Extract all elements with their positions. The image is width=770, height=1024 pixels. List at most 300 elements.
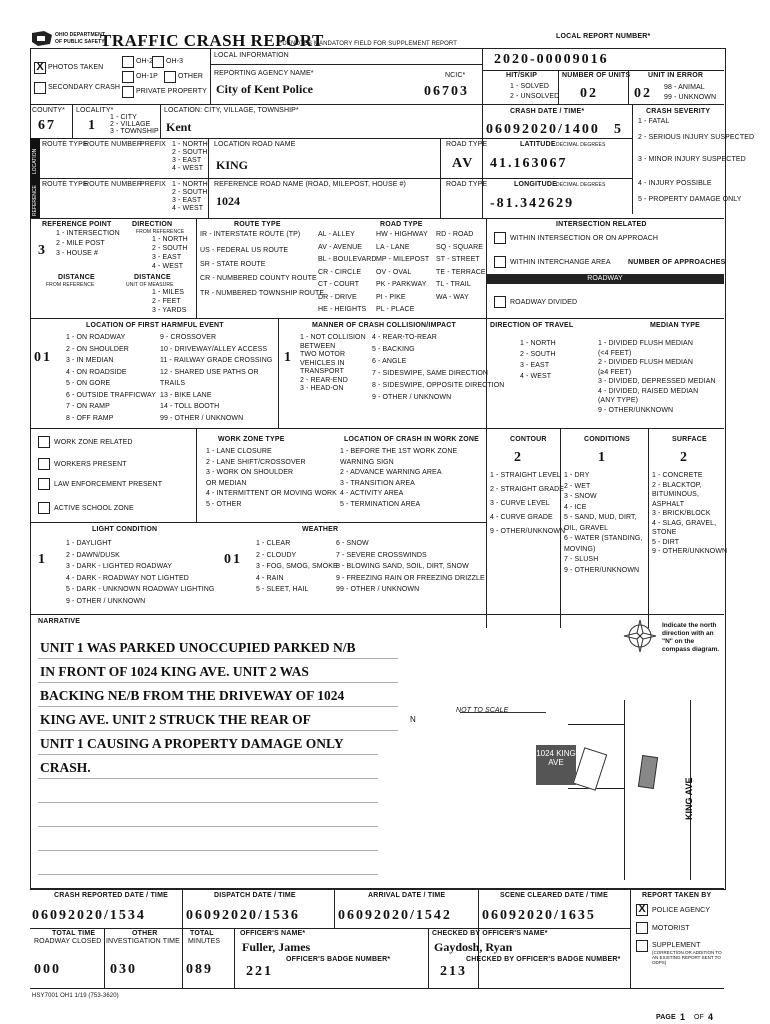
work-zone-location-option: 4 - ACTIVITY AREA — [340, 490, 404, 497]
other-time-value[interactable]: 030 — [110, 962, 137, 977]
page-total: 4 — [708, 1012, 714, 1022]
conditions-option: 6 - WATER (STANDING, — [564, 535, 643, 542]
travel-option: 3 - EAST — [520, 362, 550, 369]
work-zone-related-label: WORK ZONE RELATED — [54, 439, 133, 446]
narrative-rule — [38, 682, 398, 683]
severity-value[interactable]: 5 — [614, 122, 623, 137]
crash-date-label: CRASH DATE / TIME* — [510, 108, 585, 115]
work-zone-location-option: 2 - ADVANCE WARNING AREA — [340, 469, 442, 476]
not-to-scale-note: NOT TO SCALE — [456, 707, 509, 714]
law-enforcement-checkbox[interactable] — [38, 478, 50, 490]
agency-line-2: OF PUBLIC SAFETY — [55, 39, 105, 45]
direction-label: DIRECTION — [132, 221, 173, 228]
within-interchange-checkbox[interactable] — [494, 256, 506, 268]
contour-option: 9 - OTHER/UNKNOWN — [490, 528, 566, 535]
median-option: 4 - DIVIDED, RAISED MEDIAN — [598, 387, 699, 395]
hit-skip-label: HIT/SKIP — [506, 72, 538, 79]
collision-value[interactable]: 1 — [284, 350, 293, 365]
roadway-divided-checkbox[interactable] — [494, 296, 506, 308]
police-agency-label: POLICE AGENCY — [652, 907, 711, 914]
work-zone-type-option: OR MEDIAN — [206, 479, 247, 487]
conditions-option: 4 - ICE — [564, 503, 587, 511]
work-zone-type-label: WORK ZONE TYPE — [218, 436, 285, 443]
surface-option: 5 - DIRT — [652, 538, 680, 546]
median-label: MEDIAN TYPE — [650, 322, 701, 329]
locality-option: 1 - CITY — [110, 114, 137, 121]
oh2-label: OH-2 — [136, 58, 154, 65]
light-option: 1 - DAYLIGHT — [66, 540, 112, 547]
location-road-value[interactable]: KING — [216, 158, 249, 172]
route-type-label: ROUTE TYPE — [42, 141, 88, 148]
within-intersection-label: WITHIN INTERSECTION OR ON APPROACH — [510, 235, 659, 242]
severity-option: 5 - PROPERTY DAMAGE ONLY — [638, 196, 742, 203]
work-zone-type-option: 3 - WORK ON SHOULDER — [206, 469, 294, 476]
median-option: (<4 FEET) — [598, 349, 632, 357]
road-type-option: HE - HEIGHTS — [318, 306, 367, 313]
ncic-label: NCIC* — [445, 72, 466, 79]
road-type-option: PK - PARKWAY — [376, 281, 427, 288]
longitude-sub: DECIMAL DEGREES — [556, 182, 606, 188]
work-zone-location-option: 1 - BEFORE THE 1ST WORK ZONE — [340, 448, 458, 455]
severity-label: CRASH SEVERITY — [646, 108, 711, 115]
local-report-value[interactable]: 2020-00009016 — [494, 52, 609, 67]
travel-label: DIRECTION OF TRAVEL — [490, 322, 574, 329]
ref-prefix-option: 1 - NORTH — [172, 181, 208, 188]
contour-value[interactable]: 2 — [514, 450, 523, 465]
collision-option: 8 - SIDESWIPE, OPPOSITE DIRECTION — [372, 382, 505, 389]
unit-error-option: 98 - ANIMAL — [664, 84, 705, 91]
hit-skip-option: 2 - UNSOLVED — [510, 93, 560, 100]
weather-option: 3 - FOG, SMOG, SMOKE — [256, 563, 338, 570]
work-zone-location-option: 5 - TERMINATION AREA — [340, 500, 421, 508]
longitude-value[interactable]: -81.342629 — [490, 196, 575, 211]
compass-diagram[interactable] — [622, 618, 658, 654]
location-value[interactable]: Kent — [166, 120, 192, 134]
dispatch-value[interactable]: 06092020/1536 — [186, 908, 300, 923]
photos-taken-check: X — [36, 61, 44, 73]
badge-value[interactable]: 221 — [246, 964, 273, 979]
road-type-option: CR - CIRCLE — [318, 268, 362, 276]
form-id: HSY7001 OH1 1/19 (753-3620) — [32, 993, 119, 999]
narrative-line: UNIT 1 CAUSING A PROPERTY DAMAGE ONLY — [40, 736, 344, 751]
road-type-option: SQ - SQUARE — [436, 243, 483, 251]
checked-by-value[interactable]: Gaydosh, Ryan — [434, 940, 513, 954]
compass-letter: N — [410, 715, 416, 724]
supplement-sub: (CORRECTION OR ADDITION TO AN EXISTING REPORT SENT TO ODPS) — [652, 950, 722, 965]
road-type-option: WA - WAY — [436, 293, 469, 301]
prefix-option: 1 - NORTH — [172, 141, 208, 148]
road-type-option: PL - PLACE — [376, 306, 415, 313]
oh1p-checkbox[interactable] — [122, 71, 134, 83]
harmful-event-option: 4 - ON ROADSIDE — [66, 368, 127, 376]
ncic-value[interactable]: 06703 — [424, 84, 469, 99]
severity-option: 4 - INJURY POSSIBLE — [638, 180, 712, 187]
intersection-label: INTERSECTION RELATED — [556, 221, 647, 228]
reference-road-value[interactable]: 1024 — [216, 194, 240, 208]
narrative-line: UNIT 1 WAS PARKED UNOCCUPIED PARKED N/B — [40, 640, 356, 655]
sidebar-reference — [30, 178, 40, 218]
workers-present-checkbox[interactable] — [38, 458, 50, 470]
contour-option: 1 - STRAIGHT LEVEL — [490, 472, 561, 479]
weather-option: 7 - SEVERE CROSSWINDS — [336, 551, 427, 559]
road-type-option: AV - AVENUE — [318, 243, 363, 251]
reported-value[interactable]: 06092020/1534 — [32, 908, 146, 923]
locality-option: 2 - VILLAGE — [110, 121, 151, 128]
conditions-option: OIL, GRAVEL — [564, 524, 609, 532]
unit-error-option: 99 - UNKNOWN — [664, 94, 717, 101]
conditions-option: 9 - OTHER/UNKNOWN — [564, 566, 640, 574]
conditions-option: 3 - SNOW — [564, 493, 597, 500]
badge-label: OFFICER'S BADGE NUMBER* — [286, 956, 391, 963]
road-type-title: ROAD TYPE — [380, 221, 423, 228]
county-label: COUNTY* — [32, 107, 65, 114]
road-type-option: LA - LANE — [376, 243, 410, 251]
prefix-label: PREFIX — [140, 141, 166, 148]
officer-label: OFFICER'S NAME* — [240, 930, 306, 937]
conditions-option: 5 - SAND, MUD, DIRT, — [564, 514, 637, 521]
road-type-option: ST - STREET — [436, 256, 480, 263]
median-option: 1 - DIVIDED FLUSH MEDIAN — [598, 340, 693, 347]
road-type-option: TE - TERRACE — [436, 268, 486, 276]
cleared-label: SCENE CLEARED DATE / TIME — [500, 892, 608, 899]
median-option: 2 - DIVIDED FLUSH MEDIAN — [598, 359, 693, 366]
weather-option: 8 - BLOWING SAND, SOIL, DIRT, SNOW — [336, 563, 469, 570]
travel-option: 1 - NORTH — [520, 340, 556, 347]
police-agency-check: X — [638, 903, 646, 915]
ref-point-value[interactable]: 3 — [38, 243, 47, 258]
ref-point-option: 3 - HOUSE # — [56, 250, 98, 257]
road-type-option: CT - COURT — [318, 281, 360, 288]
surface-option: 9 - OTHER/UNKNOWN — [652, 548, 728, 555]
collision-option: 7 - SIDESWIPE, SAME DIRECTION — [372, 370, 489, 377]
weather-option: 99 - OTHER / UNKNOWN — [336, 586, 420, 593]
narrative-rule — [38, 802, 378, 803]
house-1024-label: 1024 KING AVE — [536, 745, 576, 785]
units-label: NUMBER OF UNITS — [562, 72, 631, 79]
other-time-sub: INVESTIGATION TIME — [106, 938, 180, 945]
collision-option: TWO MOTOR — [300, 351, 346, 358]
route-type-title: ROUTE TYPE — [234, 221, 281, 228]
reporting-agency-value[interactable]: City of Kent Police — [216, 82, 313, 96]
motorist-checkbox[interactable] — [636, 922, 648, 934]
ref-prefix-label: PREFIX — [140, 181, 166, 188]
narrative-rule — [38, 706, 398, 707]
reference-road-label: REFERENCE ROAD NAME (ROAD, MILEPOST, HOUSE #) — [214, 181, 406, 188]
light-option: 4 - DARK - ROADWAY NOT LIGHTED — [66, 574, 189, 582]
narrative-line: BACKING NE/B FROM THE DRIVEWAY OF 1024 — [40, 688, 345, 703]
photos-taken-label: PHOTOS TAKEN — [48, 64, 104, 71]
prefix-option: 2 - SOUTH — [172, 149, 208, 156]
work-zone-type-option: 2 - LANE SHIFT/CROSSOVER — [206, 458, 306, 466]
narrative-line: CRASH. — [40, 760, 91, 775]
collision-option: 5 - BACKING — [372, 346, 415, 353]
conditions-label: CONDITIONS — [584, 436, 630, 443]
private-property-checkbox[interactable] — [122, 86, 134, 98]
weather-value[interactable]: 01 — [224, 552, 242, 567]
severity-option: 3 - MINOR INJURY SUSPECTED — [638, 156, 746, 163]
mandatory-note: *DENOTES MANDATORY FIELD FOR SUPPLEMENT REPORT — [280, 41, 457, 47]
light-label: LIGHT CONDITION — [92, 526, 158, 533]
road-type-option: PI - PIKE — [376, 293, 406, 301]
total-time-label: TOTAL TIME — [52, 930, 96, 937]
road-type-value[interactable]: AV — [452, 156, 475, 171]
within-intersection-checkbox[interactable] — [494, 232, 506, 244]
other-label: OTHER — [178, 73, 203, 80]
latitude-sub: DECIMAL DEGREES — [556, 142, 606, 148]
checked-badge-value[interactable]: 213 — [440, 964, 467, 979]
harmful-event-option: 9 - CROSSOVER — [160, 334, 217, 341]
location-road-label: LOCATION ROAD NAME — [214, 141, 296, 148]
route-type-option: IR - INTERSTATE ROUTE (TP) — [200, 231, 301, 238]
prefix-option: 4 - WEST — [172, 165, 204, 172]
narrative-rule — [38, 778, 378, 779]
unit-error-value[interactable]: 02 — [634, 86, 652, 101]
surface-value[interactable]: 2 — [680, 450, 689, 465]
narrative-line: KING AVE. UNIT 2 STRUCK THE REAR OF — [40, 712, 311, 727]
harmful-event-option: 10 - DRIVEWAY/ALLEY ACCESS — [160, 345, 268, 353]
supplement-label: SUPPLEMENT — [652, 942, 701, 949]
median-option: 9 - OTHER/UNKNOWN — [598, 406, 674, 414]
harmful-event-option: 6 - OUTSIDE TRAFFICWAY — [66, 391, 156, 399]
ref-route-type-label: ROUTE TYPE — [42, 181, 88, 188]
compass-icon — [622, 618, 658, 654]
active-school-label: ACTIVE SCHOOL ZONE — [54, 505, 134, 512]
distance-measure-sub: UNIT OF MEASURE — [126, 282, 174, 288]
contour-option: 4 - CURVE GRADE — [490, 514, 553, 521]
arrival-label: ARRIVAL DATE / TIME — [368, 892, 446, 899]
checked-badge-label: CHECKED BY OFFICER'S BADGE NUMBER* — [466, 956, 621, 963]
ref-point-option: 1 - INTERSECTION — [56, 230, 120, 237]
harmful-event-option: TRAILS — [160, 380, 186, 387]
cleared-value[interactable]: 06092020/1635 — [482, 908, 596, 923]
road-edge-left — [624, 700, 625, 880]
direction-option: 4 - WEST — [152, 263, 184, 270]
collision-option: 4 - REAR-TO-REAR — [372, 334, 437, 341]
page-label: PAGE — [656, 1014, 676, 1021]
narrative-rule — [38, 730, 398, 731]
collision-option: 6 - ANGLE — [372, 358, 407, 365]
narrative-rule — [38, 874, 378, 875]
supplement-checkbox[interactable] — [636, 940, 648, 952]
light-option: 9 - OTHER / UNKNOWN — [66, 597, 146, 605]
sidebar-reference-text: REFERENCE — [32, 185, 38, 216]
county-value[interactable]: 67 — [38, 118, 56, 133]
page-of: OF — [694, 1014, 704, 1021]
harmful-event-value[interactable]: 01 — [34, 350, 52, 365]
road-type-option: TL - TRAIL — [436, 281, 471, 288]
distance-measure-option: 1 - MILES — [152, 289, 185, 296]
surface-option: 4 - SLAG, GRAVEL, — [652, 519, 717, 527]
crash-date-value[interactable]: 06092020/1400 — [486, 122, 600, 137]
direction-option: 3 - EAST — [152, 254, 182, 261]
longitude-label: LONGITUDE — [514, 181, 558, 188]
secondary-crash-checkbox[interactable] — [34, 82, 46, 94]
distance-measure-label: DISTANCE — [134, 274, 171, 281]
conditions-option: 1 - DRY — [564, 472, 590, 479]
road-type-option: AL - ALLEY — [318, 231, 355, 238]
latitude-value[interactable]: 41.163067 — [490, 156, 568, 171]
ref-route-number-label: ROUTE NUMBER — [84, 181, 142, 188]
work-zone-location-option: WARNING SIGN — [340, 458, 394, 466]
total-time-value[interactable]: 000 — [34, 962, 61, 977]
contour-label: CONTOUR — [510, 436, 547, 443]
harmful-event-option: 3 - IN MEDIAN — [66, 357, 114, 364]
roadway-divided-label: ROADWAY DIVIDED — [510, 299, 578, 306]
harmful-event-option: 14 - TOLL BOOTH — [160, 403, 220, 410]
narrative-label: NARRATIVE — [38, 618, 81, 625]
total-minutes-value[interactable]: 089 — [186, 962, 213, 977]
travel-option: 2 - SOUTH — [520, 351, 556, 358]
secondary-crash-label: SECONDARY CRASH — [48, 84, 121, 91]
road-type-option: OV - OVAL — [376, 268, 412, 276]
collision-option: 1 - NOT COLLISION — [300, 334, 366, 341]
severity-option: 2 - SERIOUS INJURY SUSPECTED — [638, 134, 755, 141]
ref-point-option: 2 - MILE POST — [56, 240, 105, 247]
collision-option: 2 - REAR-END — [300, 376, 348, 384]
harmful-event-option: 99 - OTHER / UNKNOWN — [160, 414, 244, 422]
not-to-scale-underline — [460, 712, 546, 713]
hit-skip-option: 1 - SOLVED — [510, 83, 549, 90]
latitude-label: LATITUDE — [520, 141, 556, 148]
oh3-checkbox[interactable] — [152, 56, 164, 68]
harmful-event-option: 13 - BIKE LANE — [160, 391, 212, 399]
surface-option: 1 - CONCRETE — [652, 472, 703, 479]
surface-option: STONE — [652, 529, 677, 536]
workers-present-label: WORKERS PRESENT — [54, 461, 127, 468]
surface-option: 2 - BLACKTOP, — [652, 481, 702, 489]
harmful-event-option: 11 - RAILWAY GRADE CROSSING — [160, 357, 273, 364]
checked-by-label: CHECKED BY OFFICER'S NAME* — [432, 930, 548, 937]
work-zone-location-option: 3 - TRANSITION AREA — [340, 479, 415, 487]
weather-label: WEATHER — [302, 526, 339, 533]
conditions-value[interactable]: 1 — [598, 450, 607, 465]
weather-option: 2 - CLOUDY — [256, 551, 297, 559]
direction-option: 2 - SOUTH — [152, 245, 188, 252]
road-type-option: DR - DRIVE — [318, 293, 357, 301]
route-number-label: ROUTE NUMBER — [84, 141, 142, 148]
officer-value[interactable]: Fuller, James — [242, 940, 311, 954]
collision-label: MANNER OF CRASH COLLISION/IMPACT — [312, 322, 456, 329]
narrative-rule — [38, 754, 378, 755]
location-label: LOCATION: CITY, VILLAGE, TOWNSHIP* — [164, 107, 299, 114]
conditions-option: MOVING) — [564, 545, 596, 553]
route-type-option: US - FEDERAL US ROUTE — [200, 247, 289, 254]
work-zone-type-option: 1 - LANE CLOSURE — [206, 448, 272, 455]
road-type-option: RD - ROAD — [436, 231, 474, 238]
law-enforcement-label: LAW ENFORCEMENT PRESENT — [54, 481, 163, 488]
narrative-rule — [38, 826, 378, 827]
private-property-label: PRIVATE PROPERTY — [136, 88, 207, 95]
light-option: 5 - DARK - UNKNOWN ROADWAY LIGHTING — [66, 586, 215, 593]
other-checkbox[interactable] — [164, 71, 176, 83]
reporting-agency-label: REPORTING AGENCY NAME* — [214, 70, 314, 77]
ref-road-type-label: ROAD TYPE — [446, 181, 488, 188]
driveway-top — [568, 724, 624, 725]
sidebar-location — [30, 138, 40, 178]
reported-label: CRASH REPORTED DATE / TIME — [54, 892, 168, 899]
agency-line-1: OHIO DEPARTMENT — [55, 32, 106, 38]
distance-measure-option: 2 - FEET — [152, 298, 181, 305]
light-value[interactable]: 1 — [38, 552, 47, 567]
approaches-label: NUMBER OF APPROACHES — [628, 259, 726, 266]
contour-option: 3 - CURVE LEVEL — [490, 500, 550, 507]
median-option: (≥4 FEET) — [598, 368, 632, 376]
motorist-label: MOTORIST — [652, 925, 690, 932]
within-interchange-label: WITHIN INTERCHANGE AREA — [510, 259, 611, 266]
other-time-label: OTHER — [132, 930, 158, 937]
oh1p-label: OH-1P — [136, 73, 158, 80]
weather-option: 1 - CLEAR — [256, 540, 291, 547]
oh3-label: OH-3 — [166, 58, 184, 65]
odps-logo — [30, 30, 106, 48]
collision-option: 3 - HEAD-ON — [300, 385, 344, 392]
contour-option: 2 - STRAIGHT GRADE — [490, 486, 565, 493]
harmful-event-label: LOCATION OF FIRST HARMFUL EVENT — [86, 322, 224, 329]
direction-option: 1 - NORTH — [152, 236, 188, 243]
direction-sub: FROM REFERENCE — [136, 229, 185, 235]
distance-sub: FROM REFERENCE — [46, 282, 95, 288]
harmful-event-option: 1 - ON ROADWAY — [66, 334, 126, 341]
severity-option: 1 - FATAL — [638, 118, 670, 125]
prefix-option: 3 - EAST — [172, 157, 202, 164]
collision-option: 9 - OTHER / UNKNOWN — [372, 394, 452, 401]
narrative-rule — [38, 658, 398, 659]
median-option: (ANY TYPE) — [598, 397, 639, 404]
locality-option: 3 - TOWNSHIP — [110, 128, 159, 135]
work-zone-location-label: LOCATION OF CRASH IN WORK ZONE — [344, 436, 479, 443]
locality-value[interactable]: 1 — [88, 118, 97, 133]
report-taken-label: REPORT TAKEN BY — [642, 892, 712, 899]
conditions-option: 7 - SLUSH — [564, 556, 599, 563]
total-time-sub: ROADWAY CLOSED — [34, 938, 102, 945]
narrative-rule — [38, 850, 378, 851]
ref-prefix-option: 3 - EAST — [172, 197, 202, 204]
collision-option: BETWEEN — [300, 342, 336, 350]
arrival-value[interactable]: 06092020/1542 — [338, 908, 452, 923]
harmful-event-option: 8 - OFF RAMP — [66, 414, 114, 422]
active-school-checkbox[interactable] — [38, 502, 50, 514]
light-option: 2 - DAWN/DUSK — [66, 551, 120, 559]
harmful-event-option: 7 - ON RAMP — [66, 403, 110, 410]
median-option: 3 - DIVIDED, DEPRESSED MEDIAN — [598, 378, 716, 385]
distance-measure-option: 3 - YARDS — [152, 307, 187, 314]
weather-option: 5 - SLEET, HAIL — [256, 586, 309, 593]
page-number: 1 — [680, 1012, 686, 1022]
form-title: TRAFFIC CRASH REPORT — [100, 31, 324, 50]
roadway-header: ROADWAY — [486, 274, 724, 284]
sidebar-location-text: LOCATION — [32, 148, 38, 174]
ref-point-label: REFERENCE POINT — [42, 221, 112, 228]
units-value[interactable]: 02 — [580, 86, 598, 101]
harmful-event-option: 12 - SHARED USE PATHS OR — [160, 368, 259, 376]
road-type-option: HW - HIGHWAY — [376, 231, 428, 238]
harmful-event-option: 5 - ON GORE — [66, 380, 111, 387]
road-type-option: MP - MILEPOST — [376, 256, 430, 263]
weather-option: 4 - RAIN — [256, 574, 284, 582]
locality-label: LOCALITY* — [76, 107, 114, 114]
work-zone-related-checkbox[interactable] — [38, 436, 50, 448]
oh2-checkbox[interactable] — [122, 56, 134, 68]
compass-note: Indicate the north direction with an "N" on the compass diagram. — [662, 622, 720, 653]
route-type-option: TR - NUMBERED TOWNSHIP ROUTE — [200, 290, 325, 297]
collision-option: TRANSPORT — [300, 368, 344, 375]
travel-option: 4 - WEST — [520, 373, 552, 380]
road-type-label: ROAD TYPE — [446, 141, 488, 148]
narrative-line: IN FRONT OF 1024 KING AVE. UNIT 2 WAS — [40, 664, 309, 679]
weather-option: 9 - FREEZING RAIN OR FREEZING DRIZZLE — [336, 574, 485, 582]
route-type-option: CR - NUMBERED COUNTY ROUTE — [200, 275, 317, 282]
surface-option: ASPHALT — [652, 500, 685, 508]
